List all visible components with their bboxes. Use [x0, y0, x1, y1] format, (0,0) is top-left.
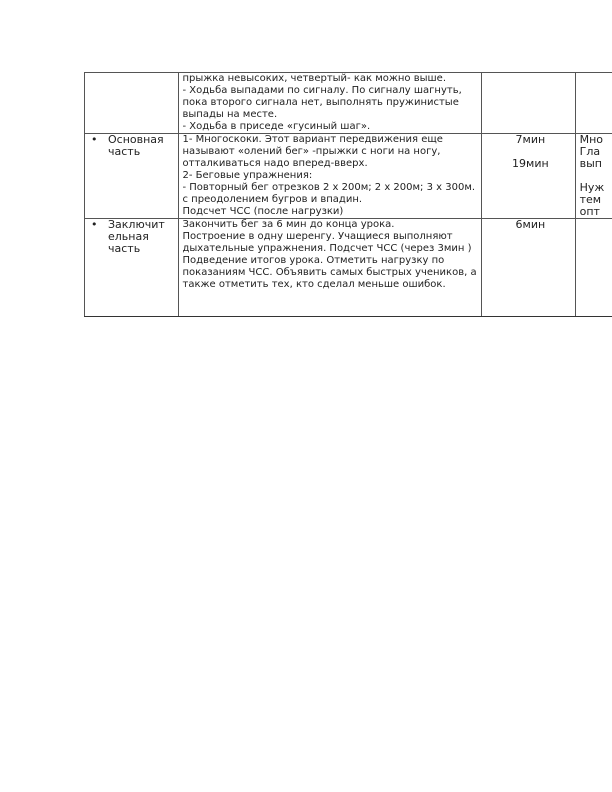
part-cell: [85, 134, 179, 219]
part-label: ельная: [108, 230, 149, 243]
content-text: - Ходьба в приседе «гусиный шаг».: [182, 121, 371, 132]
time-cell: [482, 134, 576, 219]
content-text: прыжка невысоких, четвертый- как можно выше.: [182, 73, 446, 84]
content-cell: [178, 134, 482, 219]
time-value: 7мин: [515, 133, 546, 146]
bullet-marker: •: [91, 218, 98, 231]
notes-text: Мно: [579, 133, 604, 146]
table-row: [85, 219, 612, 317]
notes-cell: [575, 73, 612, 134]
content-text: 2- Беговые упражнения:: [182, 170, 313, 181]
notes-cell: [575, 219, 612, 317]
content-text: 1- Многоскоки. Этот вариант передвижения еще называют «олений бег» -прыжки с ноги на ногу, отталкиваться надо вперед-вверх.: [182, 134, 443, 169]
table-row: [85, 73, 612, 134]
content-text: Построение в одну шеренгу. Учащиеся выполняют дыхательные упражнения. Подсчет ЧСС (через 3мин ): [182, 231, 472, 254]
lesson-plan-table: [84, 72, 612, 317]
notes-text: тем: [579, 193, 602, 206]
time-value: 19мин: [512, 157, 549, 170]
time-cell: [482, 219, 576, 317]
part-label: часть: [108, 145, 141, 158]
notes-text: Гла: [579, 145, 601, 158]
content-text: Закончить бег за 6 мин до конца урока.: [182, 219, 395, 230]
content-text: - Повторный бег отрезков 2 х 200м; 2 х 200м; 3 х 300м. с преодолением бугров и впадин.: [182, 182, 476, 205]
content-cell: [178, 73, 482, 134]
time-value: 6мин: [515, 218, 546, 231]
bullet-marker: •: [91, 133, 98, 146]
part-label: Заключит: [108, 218, 165, 231]
notes-text: опт: [579, 205, 600, 218]
notes-text: вып: [579, 157, 602, 170]
notes-text: Нуж: [579, 181, 605, 194]
notes-cell: [575, 134, 612, 219]
part-label: Основная: [108, 133, 164, 146]
part-cell-empty: [85, 73, 179, 134]
content-cell: [178, 219, 482, 317]
content-text: Подсчет ЧСС (после нагрузки): [182, 206, 344, 217]
part-cell: [85, 219, 179, 317]
part-label: часть: [108, 242, 141, 255]
time-cell: [482, 73, 576, 134]
table-row: [85, 134, 612, 219]
content-text: Подведение итогов урока. Отметить нагрузку по показаниям ЧСС. Объявить самых быстрых учеников, а также отметить тех, кто сделал меньше ошибок.: [182, 255, 477, 290]
content-text: - Ходьба выпадами по сигналу. По сигналу шагнуть, пока второго сигнала нет, выполнять пружинистые выпады на месте.: [182, 85, 462, 120]
